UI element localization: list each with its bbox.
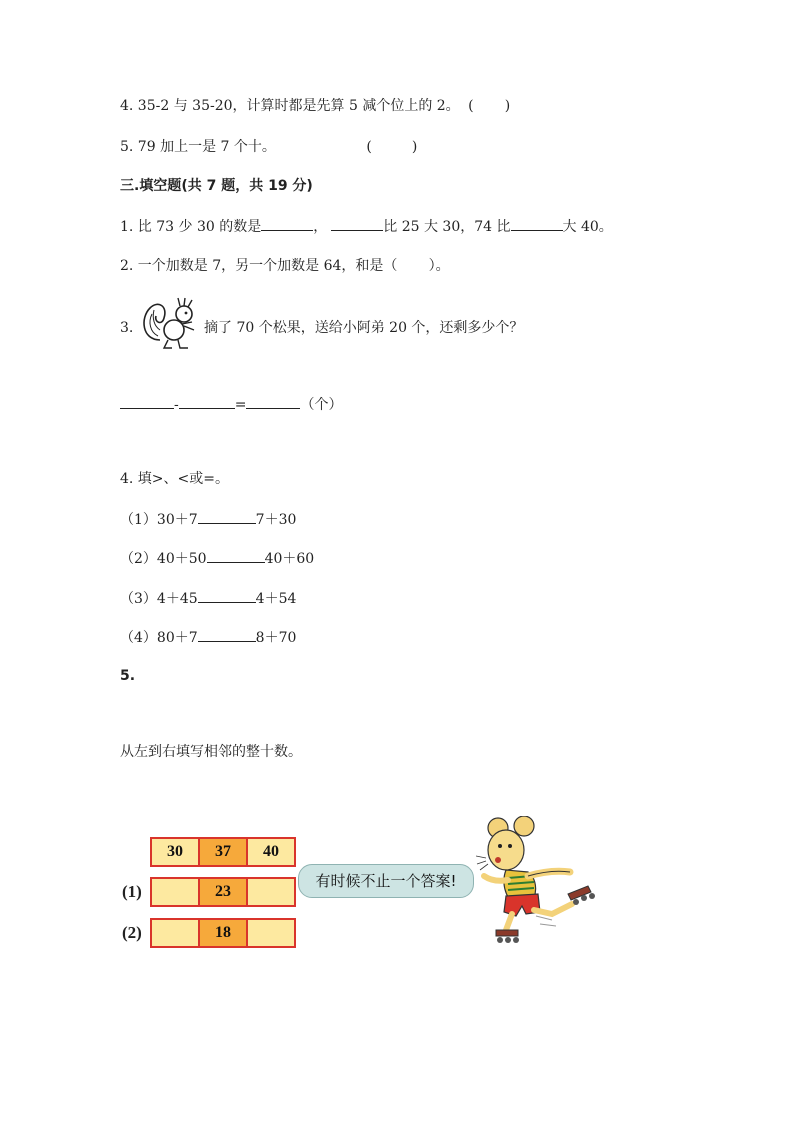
fill-item-1-text-c: 比 25 大 30，74 比	[383, 219, 511, 235]
number-table	[150, 918, 296, 948]
answer-blank[interactable]	[198, 588, 256, 603]
table-cell: 40	[247, 838, 295, 866]
fill-item-1-text-b: ，	[313, 219, 328, 235]
table-cell-blank[interactable]	[151, 878, 199, 906]
compare-row	[120, 588, 296, 609]
compare-right: 40＋60	[264, 551, 315, 567]
compare-row	[120, 627, 296, 648]
fill-item-2	[120, 256, 450, 276]
table-cell-blank[interactable]	[247, 919, 295, 947]
fill-item-3-text: 摘了 70 个松果，送给小阿弟 20 个，还剩多少个？	[204, 320, 524, 336]
fill-item-3-number: 3.	[120, 320, 134, 336]
fill-item-2-end: ）。	[428, 258, 450, 274]
compare-label: （4）	[120, 630, 157, 646]
answer-blank[interactable]	[198, 509, 256, 524]
table-cell: 23	[199, 878, 247, 906]
compare-right: 8＋70	[255, 630, 297, 646]
judgement-item-5	[120, 137, 417, 157]
answer-blank[interactable]	[331, 216, 383, 231]
compare-label: （3）	[120, 591, 157, 607]
fill-item-4-title: 4. 填>、<或=。	[120, 471, 229, 487]
judgement-item-4-text: 4. 35-2 与 35-20，计算时都是先算 5 减个位上的 2。	[120, 98, 460, 114]
table-cell-blank[interactable]	[151, 919, 199, 947]
compare-left: 80＋7	[156, 630, 198, 646]
table-cell-blank[interactable]	[247, 878, 295, 906]
answer-blank[interactable]	[179, 394, 235, 409]
compare-right: 4＋54	[255, 591, 297, 607]
squirrel-icon	[138, 296, 202, 352]
answer-blank[interactable]	[246, 394, 300, 409]
number-table	[150, 877, 296, 907]
compare-left: 4＋45	[156, 591, 198, 607]
table-row	[151, 878, 295, 906]
answer-blank[interactable]	[120, 394, 174, 409]
answer-blank[interactable]	[261, 216, 313, 231]
row-label: (1)	[122, 882, 142, 901]
fill-item-5-number: 5.	[120, 668, 136, 684]
speech-bubble: 有时候不止一个答案!	[298, 864, 474, 898]
minus-sign: -	[174, 397, 179, 413]
answer-paren[interactable]: ( )	[468, 98, 511, 114]
table-cell: 37	[199, 838, 247, 866]
compare-left: 30＋7	[156, 512, 198, 528]
compare-left: 40＋50	[156, 551, 207, 567]
fill-item-2-text: 2. 一个加数是 7，另一个加数是 64，和是（	[120, 258, 398, 274]
table-row	[151, 838, 295, 866]
compare-row	[120, 509, 296, 530]
fill-item-3-equation	[120, 394, 342, 415]
mouse-skater-icon	[476, 816, 606, 948]
judgement-item-4	[120, 96, 510, 116]
answer-blank[interactable]	[511, 216, 563, 231]
fill-item-1	[120, 216, 613, 237]
fill-item-1-text-d: 大 40。	[562, 219, 613, 235]
section-title: 三.填空题(共 7 题，共 19 分)	[120, 178, 313, 194]
row-label: (2)	[122, 923, 142, 942]
judgement-item-5-text: 5. 79 加上一是 7 个十。	[120, 139, 276, 155]
equals-sign: =	[234, 397, 247, 413]
table-cell: 30	[151, 838, 199, 866]
table-row	[151, 919, 295, 947]
compare-label: （1）	[120, 512, 157, 528]
unit-text: （个）	[300, 397, 343, 413]
answer-blank[interactable]	[198, 627, 256, 642]
compare-row	[120, 548, 314, 569]
table-cell: 18	[199, 919, 247, 947]
fill-item-1-text-a: 1. 比 73 少 30 的数是	[120, 219, 262, 235]
fill-item-5-text: 从左到右填写相邻的整十数。	[120, 744, 302, 760]
compare-label: （2）	[120, 551, 157, 567]
answer-blank[interactable]	[207, 548, 265, 563]
number-table	[150, 837, 296, 867]
answer-paren[interactable]: ( )	[366, 139, 418, 155]
answer-paren[interactable]	[397, 256, 428, 276]
compare-right: 7＋30	[255, 512, 297, 528]
